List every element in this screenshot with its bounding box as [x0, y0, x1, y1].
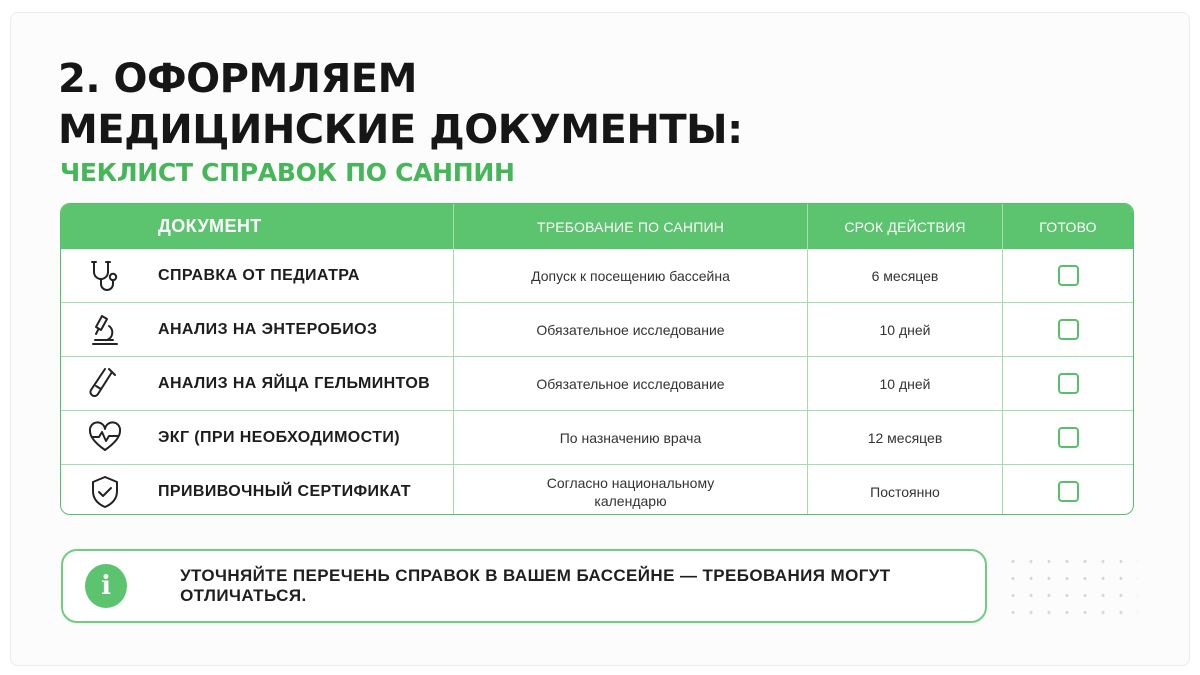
document-name: ПРИВИВОЧНЫЙ СЕРТИФИКАТ	[158, 482, 411, 500]
info-icon: i	[85, 564, 127, 608]
requirement-cell	[454, 357, 808, 410]
table-row	[61, 410, 1133, 464]
done-checkbox[interactable]	[1058, 373, 1079, 394]
validity-cell: 10 дней	[808, 357, 1003, 410]
heart-pulse-icon	[85, 418, 125, 458]
validity-cell: Постоянно	[808, 465, 1003, 515]
page-title	[58, 54, 743, 156]
validity-cell: 12 месяцев	[808, 411, 1003, 464]
header-done: ГОТОВО	[1039, 218, 1097, 235]
document-name: АНАЛИЗ НА ЯЙЦА ГЕЛЬМИНТОВ	[158, 374, 431, 392]
done-cell	[1003, 303, 1133, 356]
document-name: СПРАВКА ОТ ПЕДИАТРА	[158, 266, 360, 284]
table-row	[61, 249, 1133, 302]
table-header	[61, 204, 1133, 249]
document-cell	[61, 357, 454, 410]
microscope-icon	[85, 310, 125, 350]
done-checkbox[interactable]	[1058, 265, 1079, 286]
header-validity: СРОК ДЕЙСТВИЯ	[808, 204, 1003, 249]
done-checkbox[interactable]	[1058, 481, 1079, 502]
requirement-cell	[454, 303, 808, 356]
header-requirement: ТРЕБОВАНИЕ ПО САНПИН	[454, 204, 808, 249]
done-checkbox[interactable]	[1058, 319, 1079, 340]
documents-table	[60, 203, 1134, 515]
info-text: УТОЧНЯЙТЕ ПЕРЕЧЕНЬ СПРАВОК В ВАШЕМ БАССЕЙНЕ — ТРЕБОВАНИЯ МОГУТ ОТЛИЧАТЬСЯ.	[180, 566, 891, 605]
test-tube-icon	[85, 364, 125, 404]
done-cell	[1003, 411, 1133, 464]
document-cell	[61, 465, 454, 515]
table-row	[61, 302, 1133, 356]
shield-check-icon	[85, 472, 125, 512]
document-name: АНАЛИЗ НА ЭНТЕРОБИОЗ	[158, 320, 378, 338]
document-cell	[61, 249, 454, 302]
done-checkbox[interactable]	[1058, 427, 1079, 448]
table-row	[61, 464, 1133, 515]
table-row	[61, 356, 1133, 410]
requirement-cell	[454, 465, 808, 515]
page-title-line-2: МЕДИЦИНСКИЕ ДОКУМЕНТЫ:	[58, 107, 743, 153]
validity-cell: 6 месяцев	[808, 249, 1003, 302]
requirement-text: Согласно национальному календарю	[546, 474, 715, 509]
done-cell	[1003, 465, 1133, 515]
requirement-cell	[454, 411, 808, 464]
done-cell	[1003, 357, 1133, 410]
validity-cell: 10 дней	[808, 303, 1003, 356]
page-title-line-1: 2. ОФОРМЛЯЕМ	[58, 56, 417, 102]
done-cell	[1003, 249, 1133, 302]
requirement-text: Допуск к посещению бассейна	[531, 267, 730, 284]
document-cell	[61, 411, 454, 464]
decorative-dots	[1004, 553, 1138, 623]
header-document: ДОКУМЕНТ	[61, 204, 454, 249]
stethoscope-icon	[85, 256, 125, 296]
requirement-cell	[454, 249, 808, 302]
requirement-text: Обязательное исследование	[536, 375, 725, 392]
document-cell	[61, 303, 454, 356]
document-name: ЭКГ (ПРИ НЕОБХОДИМОСТИ)	[158, 428, 401, 446]
requirement-text: По назначению врача	[559, 429, 702, 446]
info-note	[61, 549, 987, 623]
page-subtitle: ЧЕКЛИСТ СПРАВОК ПО САНПИН	[60, 158, 515, 187]
requirement-text: Обязательное исследование	[536, 321, 725, 338]
